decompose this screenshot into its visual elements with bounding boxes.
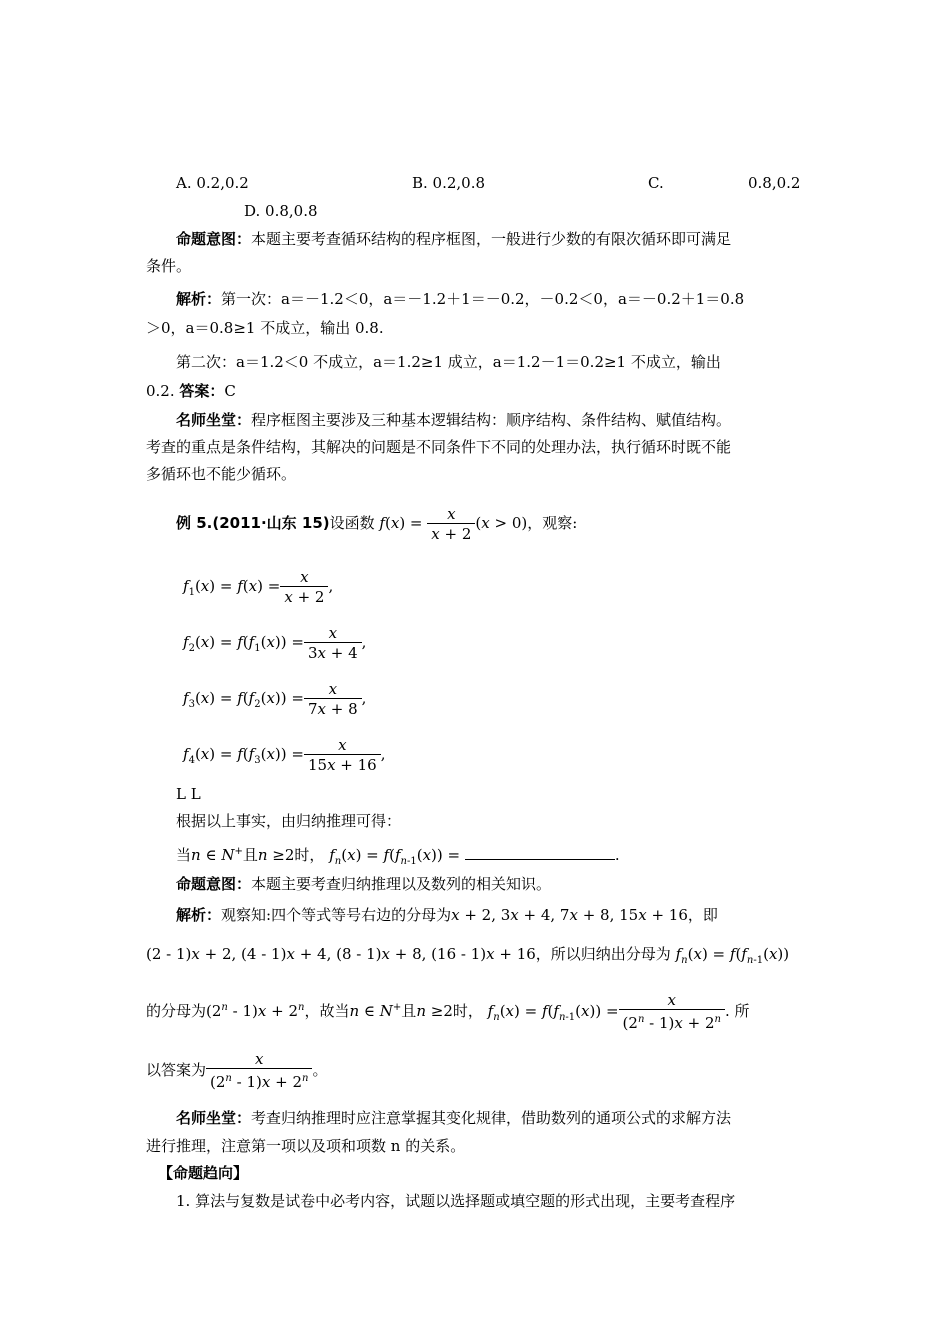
- formula-f3: $f_3(x) = f(f_2(x))$ = $\frac{x}{7x + 8}$ ,: [183, 679, 367, 718]
- e5-analysis-2: (2 - 1)x + 2, (4 - 1)x + 4, (8 - 1)x + 8, (16 - 1)x + 16，所以归纳出分母为 $f_n(x) = f(f_{n-1}(x))$: [146, 945, 790, 966]
- q4-teacher-label: 名师坐堂：: [176, 411, 252, 429]
- q4-analysis-text: 第一次：a＝－1.2＜0，a＝－1.2＋1＝－0.2，－0.2＜0，a＝－0.2＋1＝0.8: [221, 290, 745, 308]
- e5-teacher-text: 考查归纳推理时应注意掌握其变化规律，借助数列的通项公式的求解方法: [251, 1109, 732, 1127]
- when-end: 时，: [294, 846, 325, 864]
- formula-f4: $f_4(x) = f(f_3(x))$ = $\frac{x}{15x + 16}$ ,: [183, 735, 386, 774]
- option-a: A. 0.2,0.2: [176, 174, 249, 192]
- q4-teacher: [176, 410, 731, 430]
- e5-intent-label: 命题意图：: [176, 875, 252, 893]
- formula-f1: $f_1(x) = f(x)$ = $\frac{x}{x + 2}$ ,: [183, 567, 334, 606]
- q4-answer: C: [224, 382, 236, 400]
- e5-intent-text: 本题主要考查归纳推理以及数列的相关知识。: [251, 875, 552, 893]
- q4-teacher-3: 多循环也不能少循环。: [146, 465, 297, 483]
- e5-analysis-3-when: 时，: [452, 1002, 483, 1020]
- e5-analysis-2-end: ，所以归纳出分母为: [535, 945, 671, 963]
- q4-analysis-4: 0.2.: [146, 382, 175, 400]
- q4-analysis-label: 解析：: [176, 290, 222, 308]
- q4-teacher-2: 考查的重点是条件结构，其解决的问题是不同条件下不同的处理办法，执行循环时既不能: [146, 438, 732, 456]
- q4-analysis: [176, 289, 744, 309]
- q4-intent-cont: 条件。: [146, 257, 192, 275]
- when-text: 当: [176, 846, 192, 864]
- e5-analysis-text: 观察知:四个等式等号右边的分母为: [221, 906, 452, 924]
- trend-heading: 【命题趋向】: [158, 1164, 249, 1182]
- e5-analysis-3-end: . 所: [724, 1002, 750, 1020]
- e5-teacher: [176, 1108, 731, 1128]
- e5-teacher-2: 进行推理，注意第一项以及项和项数 n 的关系。: [146, 1137, 466, 1155]
- option-d: D. 0.8,0.8: [244, 202, 318, 220]
- example5-title-line: 例 5.(2011·山东 15)设函数 f(x) = $\frac{x}{x + 2}$ (x > 0)，观察:: [176, 504, 578, 543]
- option-c-label: C.: [648, 174, 664, 192]
- q4-intent: [176, 229, 731, 249]
- e5-analysis-3-start: 的分母为: [146, 1002, 207, 1020]
- q4-answer-label: 答案：: [179, 382, 225, 400]
- e5-teacher-label: 名师坐堂：: [176, 1109, 252, 1127]
- answer-blank: [465, 845, 615, 860]
- e5-analysis-3-and: 且: [401, 1002, 417, 1020]
- example5-obs: ，观察:: [527, 514, 578, 532]
- question-line: 当n ∈ N+且n ≥2时， $f_n(x) = f(f_{n-1}(x))$ = .: [176, 846, 620, 867]
- e5-analysis-label: 解析：: [176, 906, 222, 924]
- e5-intent: [176, 874, 551, 894]
- basis-text: 根据以上事实，由归纳推理可得：: [176, 812, 402, 830]
- q4-intent-label: 命题意图：: [176, 230, 252, 248]
- e5-answer: 以答案为 $\frac{x}{(2^n - 1)x + 2^n}$ 。: [146, 1050, 328, 1091]
- q4-intent-text: 本题主要考查循环结构的程序框图，一般进行少数的有限次循环即可满足: [251, 230, 732, 248]
- example5-title: 例 5.(2011·山东 15): [176, 514, 330, 532]
- q4-answer-line: [146, 381, 236, 401]
- q4-teacher-text: 程序框图主要涉及三种基本逻辑结构：顺序结构、条件结构、赋值结构。: [251, 411, 732, 429]
- e5-analysis-3: 的分母为$(2^n - 1)x + 2^n$，故当n ∈ N+且n ≥2时， $f_n(x) = f(f_{n-1}(x))$ = $\frac{x}{(2^n - 1)x + 2^n}$ . 所: [146, 991, 750, 1032]
- e5-analysis-1-end: ，即: [687, 906, 718, 924]
- option-c-value: 0.8,0.2: [748, 174, 801, 192]
- e5-analysis-1: 解析：观察知:四个等式等号右边的分母为x + 2, 3x + 4, 7x + 8, 15x + 16，即: [176, 906, 718, 924]
- e5-analysis-3-mid: ，故当: [304, 1002, 350, 1020]
- and-text: 且: [242, 846, 258, 864]
- trend-item-1: 1. 算法与复数是试卷中必考内容，试题以选择题或填空题的形式出现，主要考查程序: [176, 1192, 736, 1210]
- example5-lead: 设函数: [329, 514, 375, 532]
- q4-analysis-2: ＞0，a＝0.8≥1 不成立，输出 0.8.: [146, 319, 384, 337]
- e5-answer-end: 。: [312, 1061, 328, 1079]
- formula-f2: $f_2(x) = f(f_1(x))$ = $\frac{x}{3x + 4}$ ,: [183, 623, 367, 662]
- q4-analysis-3: 第二次：a＝1.2＜0 不成立，a＝1.2≥1 成立，a＝1.2－1＝0.2≥1 不成立，输出: [176, 353, 721, 371]
- e5-answer-start: 以答案为: [146, 1061, 207, 1079]
- ellipsis: L L: [176, 785, 201, 803]
- option-b: B. 0.2,0.8: [412, 174, 486, 192]
